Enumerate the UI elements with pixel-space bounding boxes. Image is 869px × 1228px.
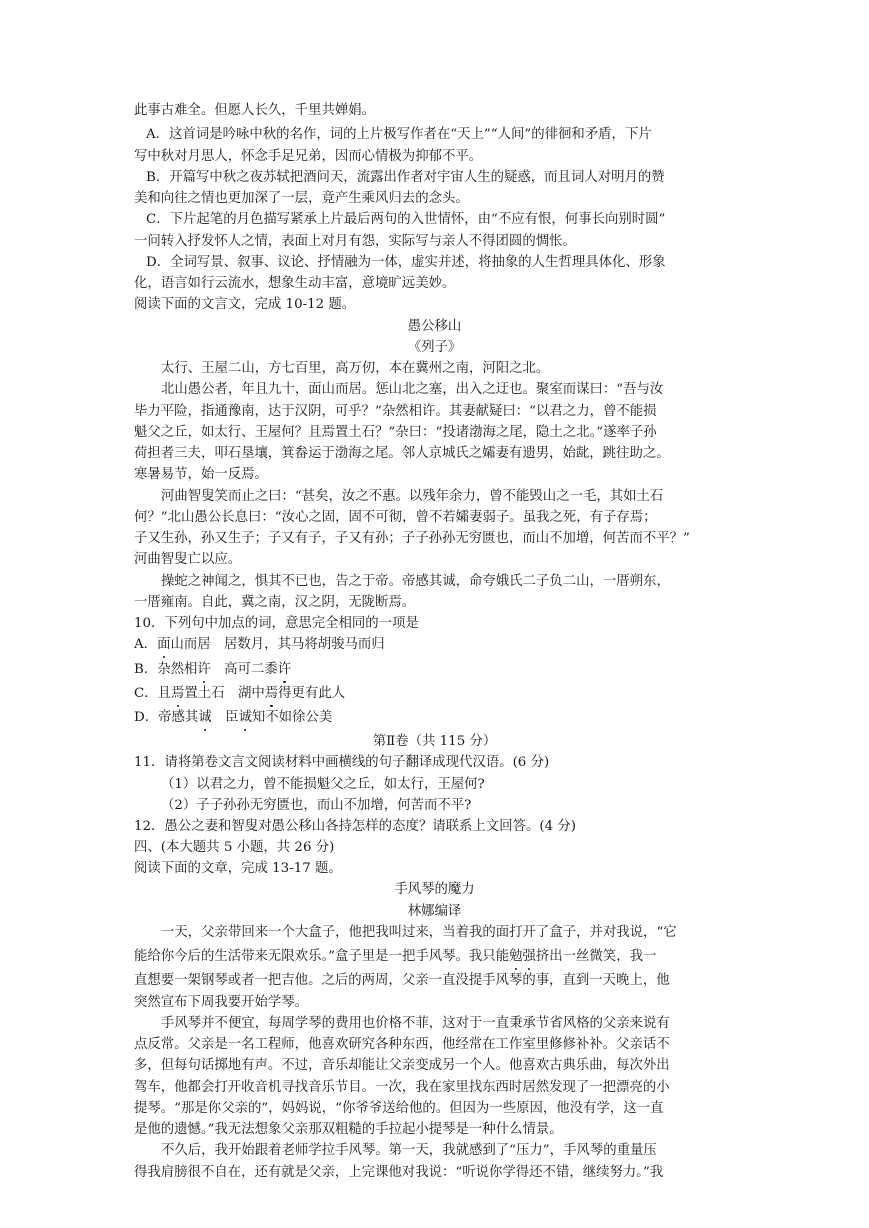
article-p1-line4: 突然宣布下周我要开始学琴。 bbox=[134, 995, 309, 1010]
article-text: 能给你今后的生活带来无限欢乐。”盒子里是一把手风琴。我只能 bbox=[134, 949, 510, 964]
q10-b-dotted-word: 许 bbox=[278, 660, 291, 680]
q10-c-text: 得更有此人 bbox=[278, 686, 346, 701]
q9-option-d-line1: D．全词写景、叙事、议论、抒情融为一体，虚实并述，将抽象的人生哲理具体化、形象 bbox=[146, 255, 666, 270]
classical-p3-line1: 河曲智叟笑而止之曰：“甚矣，汝之不惠。以残年余力，曾不能毁山之一毛，其如土石 bbox=[161, 489, 664, 504]
article-p1-line1: 一天，父亲带回来一个大盒子，他把我叫过来，当着我的面打开了盒子，并对我说，“它 bbox=[161, 925, 677, 940]
q10-option-a bbox=[134, 635, 385, 655]
q11-item2: （2）子子孙孙无穷匮也，而山不加增，何苦而不平? bbox=[161, 798, 472, 813]
article-text: 挤出一丝微笑，我一 bbox=[535, 949, 657, 964]
article-p2-line3: 多，但每句话掷地有声。不过，音乐却能让父亲变成另一个人。他喜欢古典乐曲，每次外出 bbox=[134, 1058, 670, 1073]
article-p2-line5: 提琴。“那是你父亲的”，妈妈说，“你爷爷送给他的。但因为一些原因，他没有学，这一直 bbox=[134, 1101, 664, 1116]
article-p1-line3: 直想要一架钢琴或者一把吉他。之后的两周，父亲一直没提手风琴的事，直到一天晚上，他 bbox=[134, 973, 670, 988]
q10-b-dotted-word: 许 bbox=[197, 660, 210, 680]
article-p2-line6: 是他的遗憾。”我无法想象父亲那双粗糙的手拉起小提琴是一种什么情景。 bbox=[134, 1122, 563, 1137]
q10-stem: 10．下列句中加点的词，意思完全相同的一项是 bbox=[134, 616, 419, 631]
q12-stem: 12．愚公之妻和智叟对愚公移山各持怎样的态度？请联系上文回答。(4 分) bbox=[134, 819, 576, 834]
article-author: 林娜编译 bbox=[407, 904, 462, 919]
classical-p3-line3: 子又生孙，孙又生子；子又有子，子又有孙；子子孙孙无穷匮也，而山不加增，何苦而不平？” bbox=[134, 531, 690, 546]
classical-p2-line1: 北山愚公者，年且九十，面山而居。惩山北之塞，出入之迂也。聚室而谋曰：“吾与汝 bbox=[161, 382, 664, 397]
classical-source: 《列子》 bbox=[407, 340, 462, 355]
q9-option-c-line1: C．下片起笔的月色描写紧承上片最后两句的入世情怀，由“不应有恨，何事长向别时圆” bbox=[146, 212, 666, 227]
q9-option-b-line2: 美和向往之情也更加深了一层，竟产生乘风归去的念头。 bbox=[134, 191, 469, 206]
q10-a-text: 居数月，其马将胡骏马而归 bbox=[224, 637, 385, 652]
q10-a-text: 山而居 bbox=[170, 637, 225, 652]
q10-d-text: D．帝感其 bbox=[134, 710, 199, 725]
classical-intro: 阅读下面的文言文，完成 10-12 题。 bbox=[134, 297, 356, 312]
q10-a-dotted-word: 面 bbox=[157, 635, 170, 655]
poem-tail-line: 此事古难全。但愿人长久，千里共婵娟。 bbox=[134, 103, 376, 118]
q9-option-d-line2: 化，语言如行云流水，想象生动丰富，意境旷远美妙。 bbox=[134, 276, 456, 291]
part4-heading: 四、(本大题共 5 小题，共 26 分) bbox=[134, 840, 335, 855]
q10-c-text: 置土石 湖中 bbox=[184, 686, 265, 701]
classical-p2-line3: 魁父之丘，如太行、王屋何？且焉置土石？”杂曰：“投诸渤海之尾，隐土之北。”遂率子孙 bbox=[134, 425, 657, 440]
q10-a-text: A． bbox=[134, 637, 158, 652]
q10-b-text: B．杂然相 bbox=[134, 662, 198, 677]
q10-d-text: 知不如徐公美 bbox=[251, 710, 333, 725]
q10-option-b bbox=[134, 660, 291, 680]
section2-title: 第Ⅱ卷（共 115 分） bbox=[372, 734, 497, 749]
q10-d-text: 臣 bbox=[211, 710, 239, 725]
q10-c-dotted-word: 焉 bbox=[265, 684, 278, 704]
q10-d-dotted-word: 诚 bbox=[198, 708, 211, 728]
classical-p2-line4: 荷担者三夫，叩石垦壤，箕畚运于渤海之尾。邻人京城氏之孀妻有遗男，始龀，跳往助之。 bbox=[134, 446, 670, 461]
q10-c-text: C．且 bbox=[134, 686, 172, 701]
classical-p4-line2: 一厝雍南。自此，冀之南，汉之阴，无陇断焉。 bbox=[134, 595, 416, 610]
article-p1-line2 bbox=[134, 947, 656, 967]
q10-c-dotted-word: 焉 bbox=[171, 684, 184, 704]
q10-b-text: 高可二黍 bbox=[210, 662, 278, 677]
q11-item1: （1）以君之力，曾不能损魁父之丘，如太行，王屋何? bbox=[161, 777, 485, 792]
q10-option-d bbox=[134, 708, 332, 728]
q9-option-a-line1: A．这首词是吟咏中秋的名作，词的上片极写作者在“天上”“人间”的徘徊和矛盾，下片 bbox=[146, 127, 652, 142]
classical-p2-line2: 毕力平险，指通豫南，达于汉阴，可乎？”杂然相许。其妻献疑曰：“以君之力，曾不能损 bbox=[134, 404, 657, 419]
classical-title: 愚公移山 bbox=[407, 319, 462, 334]
article-p2-line2: 点反常。父亲是一名工程师，他喜欢研究各种东西，他经常在工作室里修修补补。父亲话不 bbox=[134, 1037, 670, 1052]
article-dotted-word: 强 bbox=[522, 947, 535, 967]
classical-p1: 太行、王屋二山，方七百里，高万仞，本在冀州之南，河阳之北。 bbox=[161, 361, 550, 376]
article-p2-line1: 手风琴并不便宜，每周学琴的费用也价格不菲，这对于一直秉承节省风格的父亲来说有 bbox=[161, 1016, 670, 1031]
article-p2-line4: 驾车，他都会打开收音机寻找音乐节目。一次，我在家里找东西时居然发现了一把漂亮的小 bbox=[134, 1080, 670, 1095]
q9-option-a-line2: 写中秋对月思人，怀念手足兄弟，因而心情极为抑郁不平。 bbox=[134, 149, 483, 164]
article-dotted-word: 勉 bbox=[509, 947, 522, 967]
classical-p4-line1: 操蛇之神闻之，惧其不已也，告之于帝。帝感其诚，命夸娥氏二子负二山，一厝朔东， bbox=[161, 574, 670, 589]
article-p3-line2: 得我肩膀很不自在，还有就是父亲，上完课他对我说：“听说你学得还不错，继续努力。”我 bbox=[134, 1165, 664, 1180]
article-intro: 阅读下面的文章，完成 13-17 题。 bbox=[134, 861, 342, 876]
classical-p2-line5: 寒暑易节，始一反焉。 bbox=[134, 467, 268, 482]
q10-d-dotted-word: 诚 bbox=[238, 708, 251, 728]
q10-option-c bbox=[134, 684, 345, 704]
article-title: 手风琴的魔力 bbox=[394, 882, 475, 897]
classical-p3-line4: 河曲智叟亡以应。 bbox=[134, 552, 242, 567]
q9-option-b-line1: B．开篇写中秋之夜苏轼把酒问天，流露出作者对宇宙人生的疑惑，而且词人对明月的赞 bbox=[146, 170, 665, 185]
q11-stem: 11．请将第卷文言文阅读材料中画横线的句子翻译成现代汉语。(6 分) bbox=[134, 755, 550, 770]
q9-option-c-line2: 一问转入抒发怀人之情，表面上对月有怨，实际写与亲人不得团圆的惆怅。 bbox=[134, 234, 576, 249]
classical-p3-line2: 何？”北山愚公长息曰：“汝心之固，固不可彻，曾不若孀妻弱子。虽我之死，有子存焉； bbox=[134, 510, 657, 525]
article-p3-line1: 不久后，我开始跟着老师学拉手风琴。第一天，我就感到了“压力”，手风琴的重量压 bbox=[161, 1143, 657, 1158]
